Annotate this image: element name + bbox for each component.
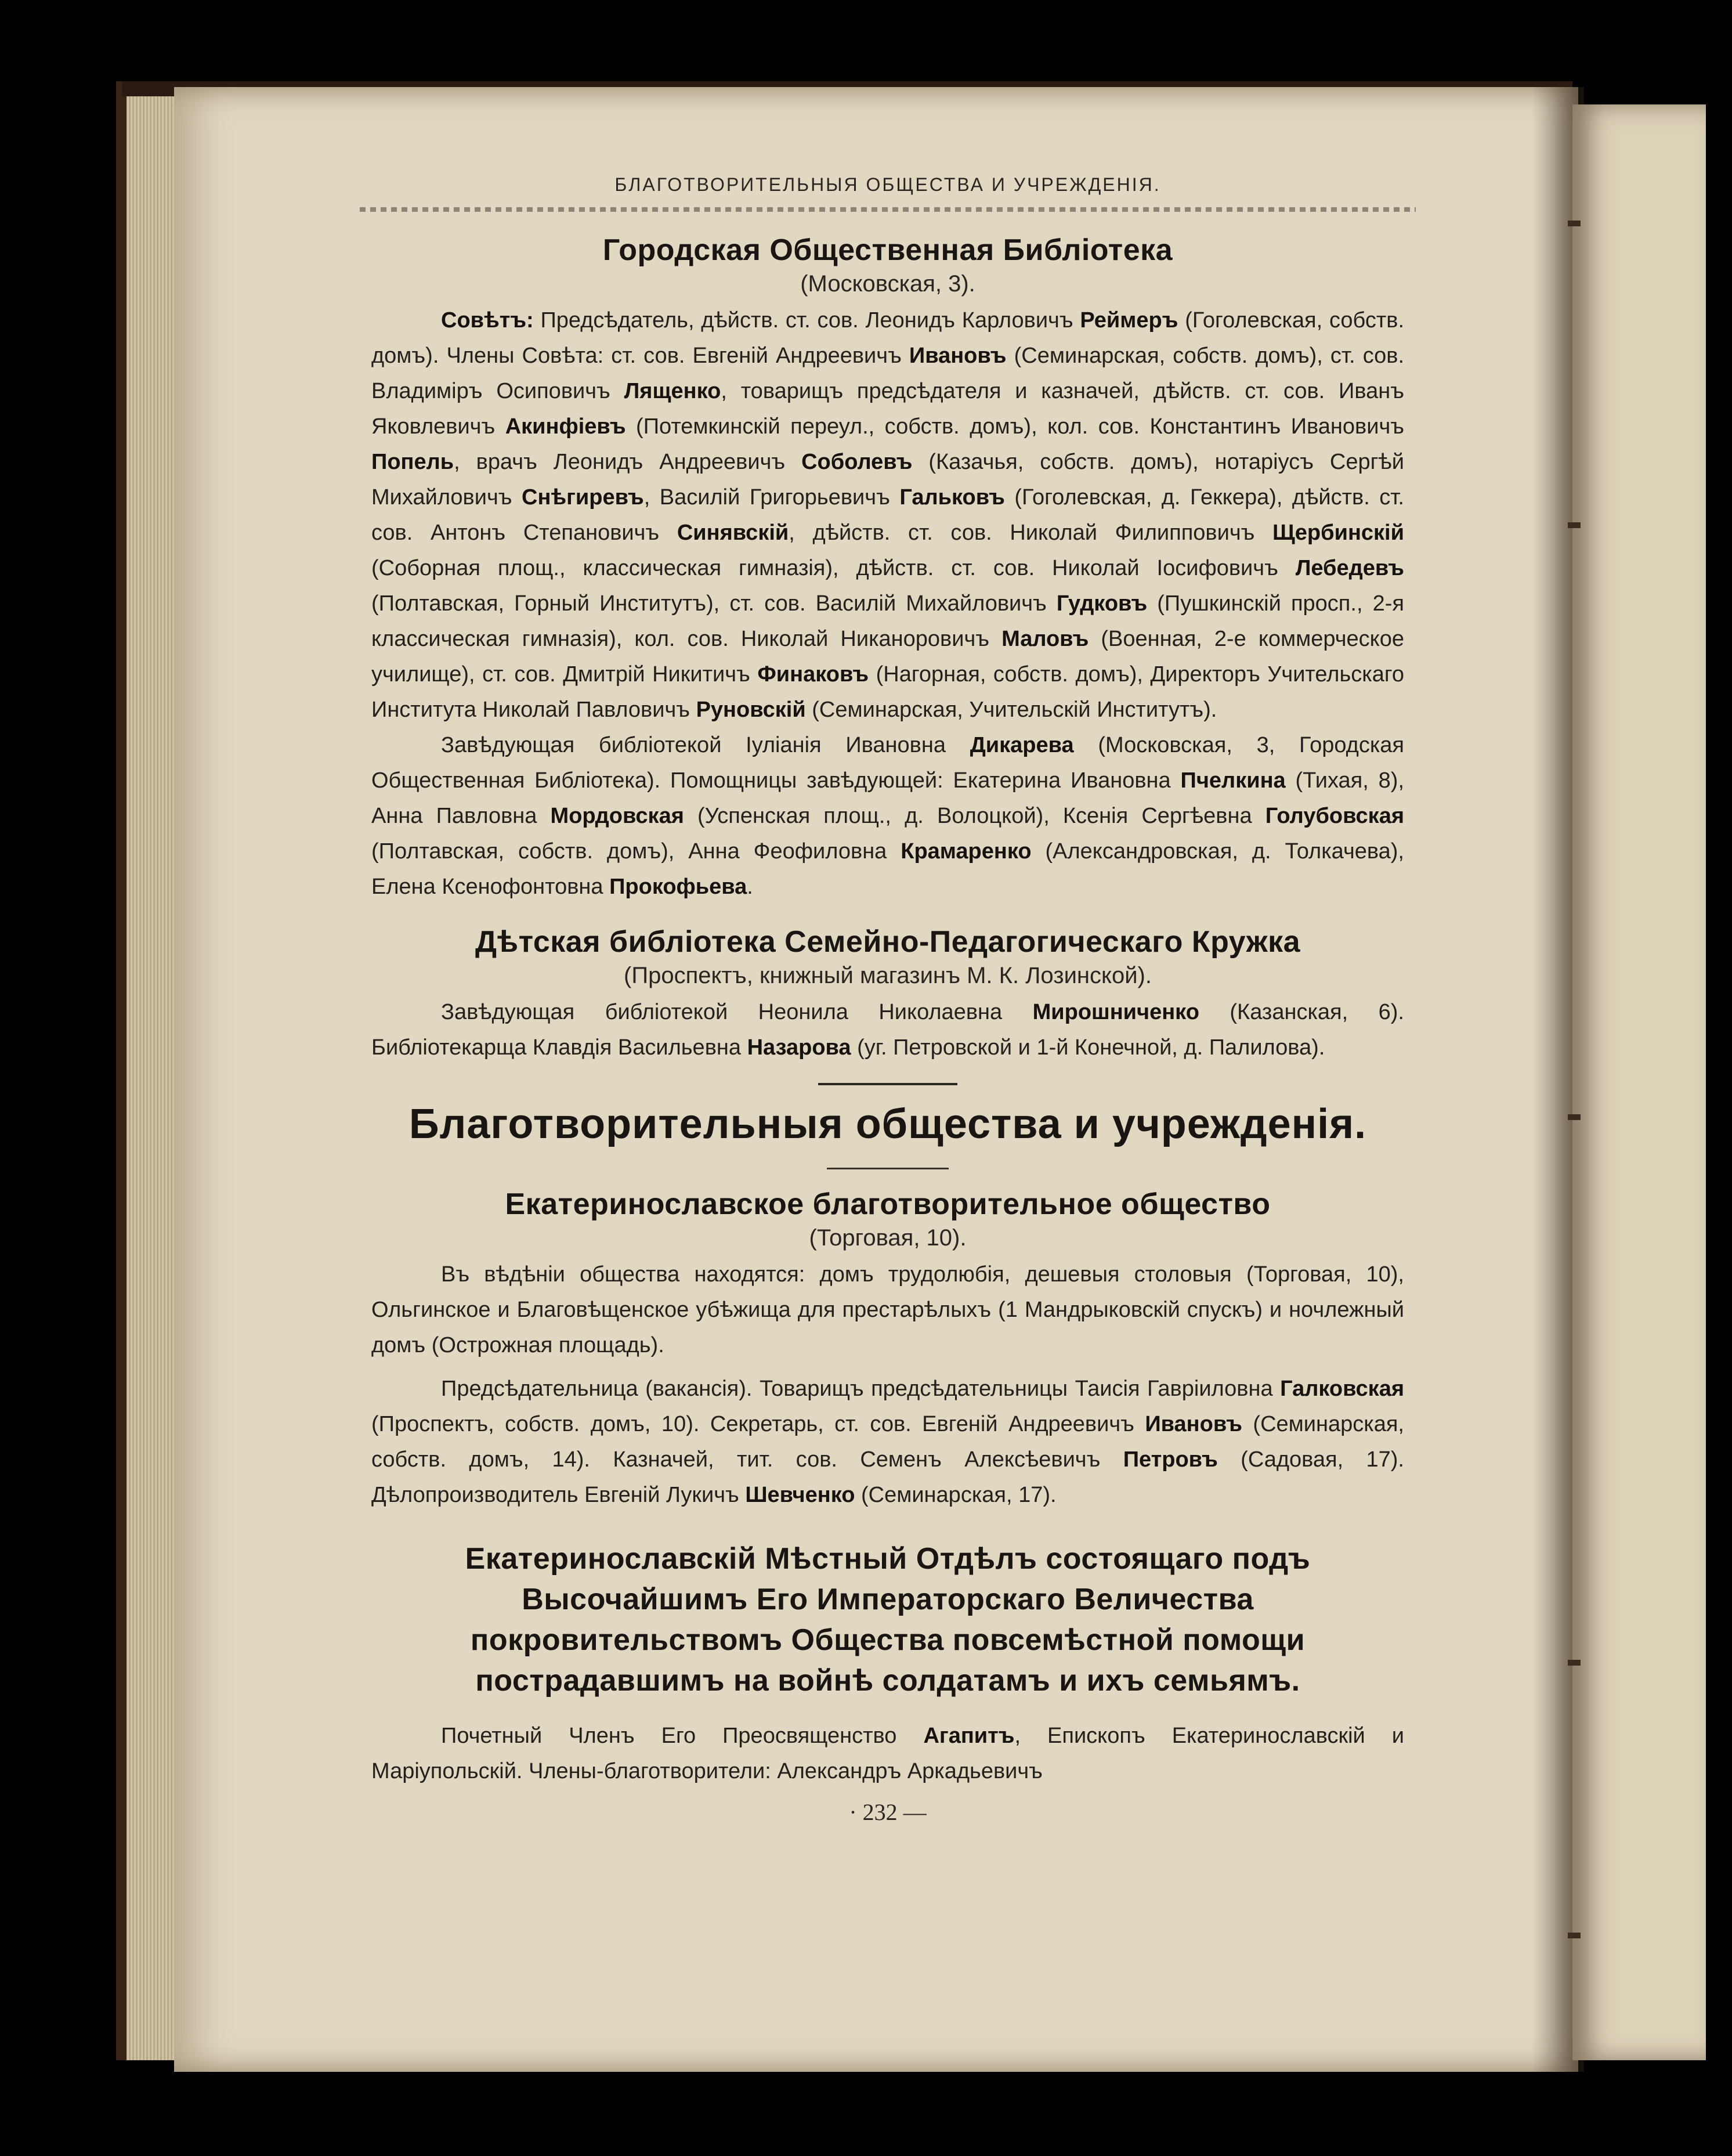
person-surname: Попель — [371, 450, 454, 474]
org-title-ekat-society: Екатеринославское благотворительное общество — [505, 1187, 1271, 1221]
person-surname: Назарова — [747, 1035, 851, 1060]
page-mark — [1568, 1660, 1581, 1666]
person-surname: Лященко — [624, 379, 721, 403]
person-surname: Реймеръ — [1080, 308, 1178, 333]
person-surname: Соболевъ — [801, 450, 913, 474]
text-run: . — [747, 875, 753, 899]
text-run: (Александровская, д. Толкачева), Елена Ксенофонтовна — [371, 839, 1404, 899]
text-run: , Василій Григорьевичъ — [643, 485, 900, 510]
paragraph — [371, 995, 1404, 1066]
text-run: (Садовая, 17). Дѣлопроизводитель Евгеній Лукичъ — [371, 1447, 1404, 1507]
text-run: (Проспектъ, собств. домъ, 10). Секретарь, ст. сов. Евгеній Андреевичъ — [371, 1412, 1145, 1436]
person-surname: Агапитъ — [923, 1724, 1015, 1748]
text-run: (Полтавская, собств. домъ), Анна Феофиловна — [371, 839, 901, 864]
text-run: (Нагорная, собств. домъ), Директоръ Учительскаго Института Николай Павловичъ — [371, 662, 1404, 722]
paragraph — [371, 728, 1404, 905]
person-surname: Прокофьева — [609, 875, 747, 899]
text-run: (Казанская, 6). Библіотекарща Клавдія Васильевна — [371, 1000, 1404, 1060]
text-run: (Семинарская, 17). — [855, 1483, 1057, 1507]
person-surname: Ивановъ — [1145, 1412, 1242, 1436]
person-surname: Голубовская — [1265, 804, 1405, 828]
person-surname: Шевченко — [745, 1483, 855, 1507]
text-run: Завѣдующая библіотекой Іуліанія Ивановна — [441, 733, 970, 757]
text-run: , товарищъ предсѣдателя и казначей, дѣйств. ст. сов. Иванъ Яковлевичъ — [371, 379, 1405, 439]
person-surname: Щербинскій — [1272, 521, 1404, 545]
page-mark — [1568, 1114, 1581, 1120]
paragraph — [371, 1371, 1404, 1513]
person-surname: Акинфіевъ — [505, 414, 626, 439]
paragraph — [371, 1718, 1404, 1789]
text-run: (Семинарская, собств. домъ), ст. сов. Владиміръ Осиповичъ — [371, 344, 1405, 403]
text-run: , врачъ Леонидъ Андреевичъ — [454, 450, 802, 474]
text-run: (Московская, 3, Городская Общественная Библіотека). Помощницы завѣдующей: Екатерина Ивановна — [371, 733, 1404, 793]
person-surname: Лебедевъ — [1295, 556, 1404, 580]
person-surname: Ивановъ — [909, 344, 1007, 368]
page-mark — [1568, 522, 1581, 528]
person-surname: Пчелкина — [1180, 768, 1286, 793]
person-surname: Маловъ — [1001, 627, 1089, 651]
text-run: Предсѣдатель, дѣйств. ст. сов. Леонидъ Карловичъ — [533, 308, 1080, 333]
person-surname: Галковская — [1280, 1377, 1404, 1401]
org-title-local-dept: Екатеринославскій Мѣстный Отдѣлъ состоящаго подъ Высочайшимъ Его Императорскаго Величества покровительствомъ Общества повсемѣстной помощи пострадавшимъ на войнѣ солдатамъ и ихъ семьямъ. — [465, 1542, 1311, 1698]
running-head: БЛАГОТВОРИТЕЛЬНЫЯ ОБЩЕСТВА И УЧРЕЖДЕНІЯ. — [614, 174, 1161, 195]
text-run: Завѣдующая библіотекой Неонила Николаевна — [441, 1000, 1033, 1024]
person-surname: Крамаренко — [901, 839, 1032, 864]
text-run: , Епископъ Екатеринославскій и Маріупольскій. Члены-благотворители: Александръ Аркадьевичъ — [371, 1724, 1404, 1783]
facing-page-edge — [1572, 104, 1706, 2060]
section-divider — [827, 1168, 949, 1169]
text-run: Предсѣдательница (вакансія). Товарищъ предсѣдательницы Таисія Гавріиловна — [441, 1377, 1281, 1401]
person-surname: Совѣтъ: — [441, 308, 534, 333]
section-divider — [818, 1083, 957, 1085]
text-run: (Пушкинскій просп., 2-я классическая гимназія), кол. сов. Николай Никаноровичъ — [371, 591, 1404, 651]
page-mark — [1568, 1933, 1581, 1938]
org-address-ekat-society: (Торговая, 10). — [809, 1225, 967, 1251]
text-run: (Полтавская, Горный Институтъ), ст. сов. Василій Михайловичъ — [371, 591, 1057, 616]
text-run: (Потемкинскій переул., собств. домъ), кол. сов. Константинъ Ивановичъ — [625, 414, 1404, 439]
person-surname: Мордовская — [550, 804, 684, 828]
text-run: (Казачья, собств. домъ), нотаріусъ Сергѣй Михайловичъ — [371, 450, 1405, 510]
page-mark — [1568, 221, 1581, 226]
section-title: Благотворительныя общества и учрежденія. — [408, 1101, 1367, 1147]
header-rule — [360, 207, 1416, 212]
person-surname: Гальковъ — [899, 485, 1005, 510]
text-run: Почетный Членъ Его Преосвященство — [441, 1724, 924, 1748]
person-surname: Мирошниченко — [1032, 1000, 1199, 1024]
text-run: (Тихая, 8), Анна Павловна — [371, 768, 1405, 828]
paragraph — [371, 303, 1404, 728]
paragraph — [371, 1257, 1404, 1363]
person-surname: Петровъ — [1123, 1447, 1218, 1472]
org-address-city-library: (Московская, 3). — [800, 271, 975, 297]
text-run: (Военная, 2-е коммерческое училище), ст. сов. Дмитрій Никитичъ — [371, 627, 1404, 687]
page-number: · 232 — — [849, 1799, 927, 1825]
person-surname: Снѣгиревъ — [522, 485, 644, 510]
text-run: (Гоголевская, собств. домъ). Члены Совѣта: ст. сов. Евгеній Андреевичъ — [371, 308, 1405, 368]
person-surname: Руновскій — [696, 698, 806, 722]
org-address-children-library: (Проспектъ, книжный магазинъ М. К. Лозинской). — [624, 963, 1152, 988]
org-title-city-library: Городская Общественная Библіотека — [602, 233, 1173, 267]
person-surname: Гудковъ — [1056, 591, 1148, 616]
org-title-children-library: Дѣтская библіотека Семейно-Педагогическаго Кружка — [475, 925, 1301, 959]
text-run: (Семинарская, Учительскій Институтъ). — [805, 698, 1217, 722]
text-run: (Семинарская, собств. домъ, 14). Казначей, тит. сов. Семенъ Алексѣевичъ — [371, 1412, 1404, 1472]
text-run: (Соборная площ., классическая гимназія), дѣйств. ст. сов. Николай Іосифовичъ — [371, 556, 1296, 580]
person-surname: Синявскій — [677, 521, 789, 545]
text-run: (Успенская площ., д. Волоцкой), Ксенія Сергѣевна — [684, 804, 1265, 828]
text-run: Въ вѣдѣніи общества находятся: домъ трудолюбія, дешевыя столовыя (Торговая, 10), Ольгинское и Благовѣщенское убѣжища для престарѣлыхъ (1 Мандрыковскій спускъ) и ночлежный домъ (Острожная площадь). — [371, 1262, 1404, 1357]
text-run: , дѣйств. ст. сов. Николай Филипповичъ — [789, 521, 1273, 545]
person-surname: Дикарева — [970, 733, 1074, 757]
text-run: (Гоголевская, д. Геккера), дѣйств. ст. сов. Антонъ Степановичъ — [371, 485, 1404, 545]
person-surname: Финаковъ — [757, 662, 869, 687]
page-content — [371, 174, 1404, 1826]
text-run: (уг. Петровской и 1-й Конечной, д. Палилова). — [851, 1035, 1325, 1060]
